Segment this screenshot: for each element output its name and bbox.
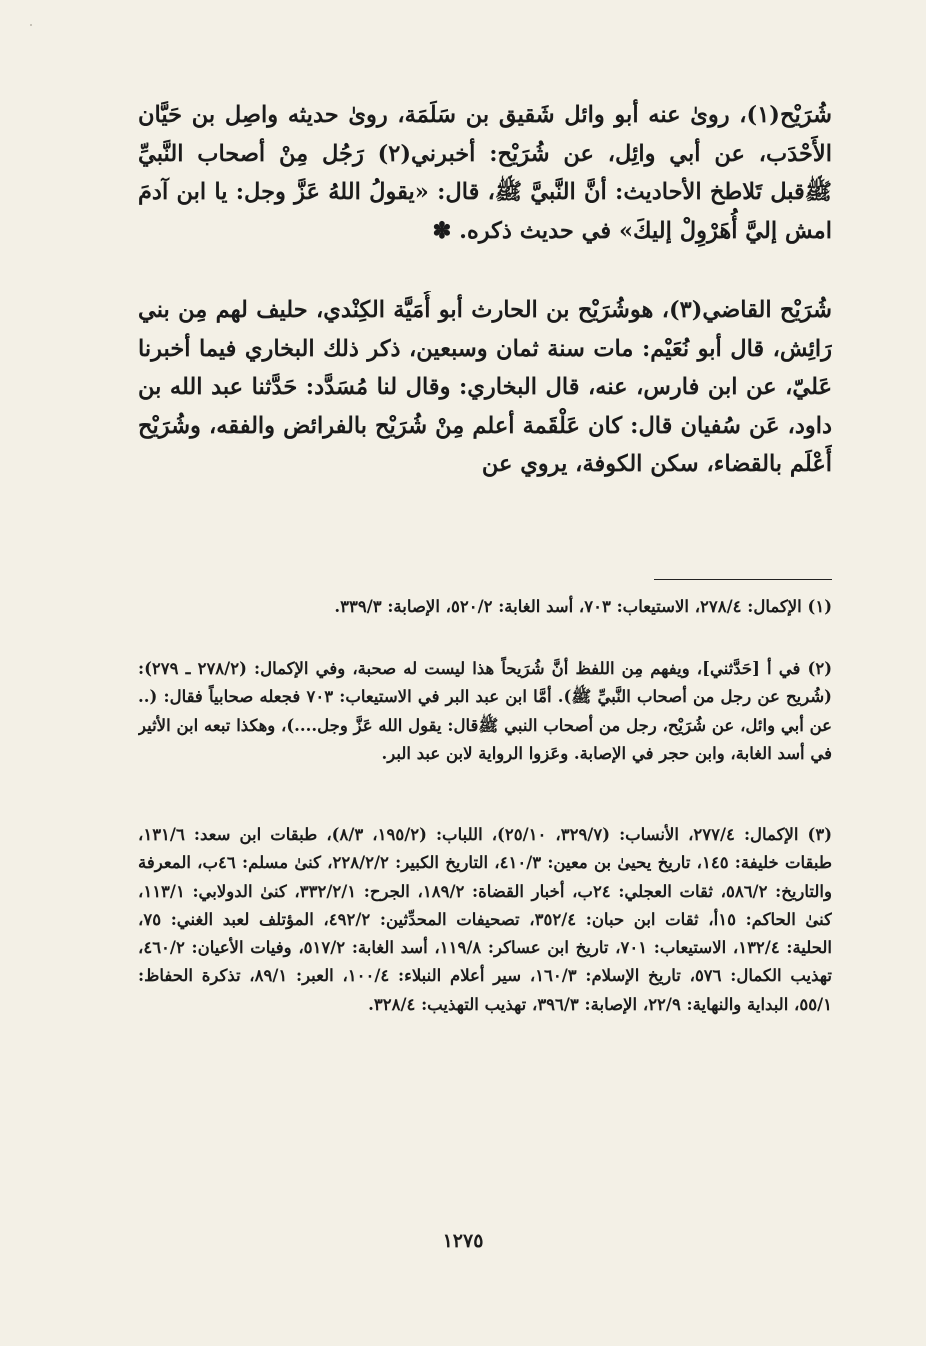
entry-shurayh-alqadi-paragraph: شُرَيْح القاضي(٣)، هوشُرَيْح بن الحارث أبو أُمَيَّة الكِنْدي، حليف لهم مِن بني رَائِش، قال أبو نُعَيْم: مات سنة ثمان وسبعين، ذكر ذلك البخاري فيما أخبرنا عَليّ، عن ابن فارس، عنه، قال البخاري: وقال لنا مُسَدَّد: حَدَّثنا عبد الله بن داود، عَن سُفيان قال: كان عَلْقَمة أعلم مِنْ شُرَيْح بالفرائض والفقه، وشُرَيْح أَعْلَم بالقضاء، سكن الكوفة، يروي عن (138, 297, 832, 478)
page-number: ١٢٧٥ (442, 1230, 484, 1252)
footnote-separator (654, 579, 832, 580)
scan-speck (30, 24, 32, 26)
footnote-1: (١) الإكمال: ٢٧٨/٤، الاستيعاب: ٧٠٣، أسد الغابة: ٥٢٠/٢، الإصابة: ٣٣٩/٣. (334, 597, 832, 616)
footnote-3: (٣) الإكمال: ٢٧٧/٤، الأنساب: (٣٢٩/٧، ٢٥/١٠)، اللباب: (١٩٥/٢، ٨/٣)، طبقات ابن سعد: ١٣١/٦، طبقات خليفة: ١٤٥، تاريخ يحيىٰ بن معين: ٤١٠/٣، التاريخ الكبير: ٢٢٨/٢/٢، كنىٰ مسلم: ٤٦ب، المعرفة والتاريخ: ٥٨٦/٢، ثقات العجلي: ٢٤ب، أخبار القضاة: ١٨٩/٢، الجرح: ٣٣٢/٢/١، كنىٰ الدولابي: ١١٣/١، كنىٰ الحاكم: ١٥أ، ثقات ابن حبان: ٣٥٢/٤، تصحيفات المحدِّثين: ٤٩٢/٢، المؤتلف لعبد الغني: ٧٥، الحلية: ١٣٢/٤، الاستيعاب: ٧٠١، تاريخ ابن عساكر: ١١٩/٨، أسد الغابة: ٥١٧/٢، وفيات الأعيان: ٤٦٠/٢، تهذيب الكمال: ٥٧٦، تاريخ الإسلام: ١٦٠/٣، سير أعلام النبلاء: ١٠٠/٤، العبر: ٨٩/١، تذكرة الحفاظ: ٥٥/١، البداية والنهاية: ٢٢/٩، الإصابة: ٣٩٦/٣، تهذيب التهذيب: ٣٢٨/٤. (138, 825, 832, 1014)
entry-shurayh-paragraph: شُرَيْح(١)، روىٰ عنه أبو وائل شَقيق بن سَلَمَة، روىٰ حديثه واصِل بن حَيَّان الأَحْدَب، عن أبي وائِل، عن شُرَيْح: أخبرني(٢) رَجُل مِنْ أصحاب النَّبيِّ ﷺقبل تَلاطخ الأحاديث: أنَّ النَّبيَّ ﷺ، قال: «يقولُ اللهُ عَزَّ وجل: يا ابن آدمَ امش إليَّ أُهَرْوِلْ إليكَ» في حديث ذكره. ✽ (138, 102, 832, 244)
footnotes (138, 593, 832, 1169)
main-text-body (138, 96, 832, 523)
footnote-2: (٢) في أ [حَدَّثني]، ويفهم مِن اللفظ أنَّ شُرَيحاً هذا ليست له صحبة، وفي الإكمال: (٢٧٨/٢ ـ ٢٧٩): (شُريح عن رجل من أصحاب النَّبيِّ ﷺ). أمَّا ابن عبد البر في الاستيعاب: ٧٠٣ فجعله صحابياً فقال: (.. عن أبي وائل، عن شُرَيْح، رجل من أصحاب النبي ﷺقال: يقول الله عَزَّ وجل....)، وهكذا تبعه ابن الأثير في أسد الغابة، وابن حجر في الإصابة. وعَزوا الرواية لابن عبد البر. (138, 659, 832, 763)
